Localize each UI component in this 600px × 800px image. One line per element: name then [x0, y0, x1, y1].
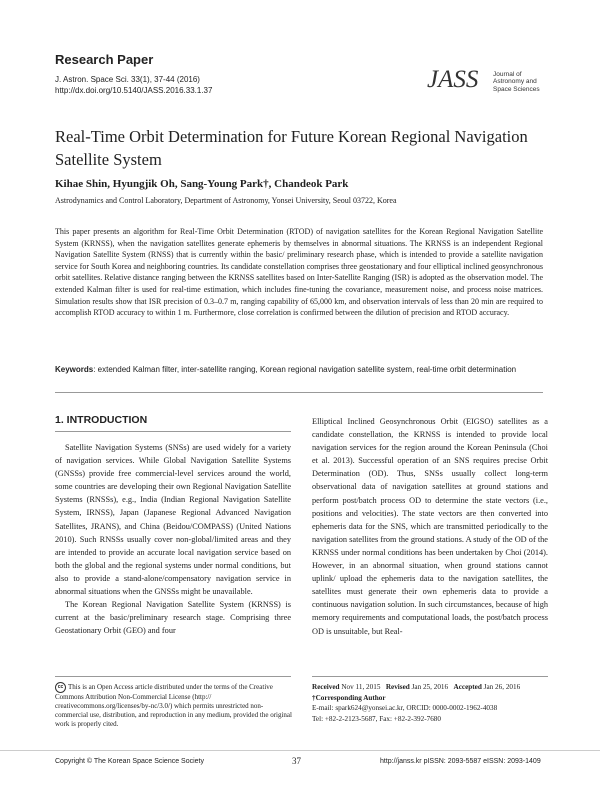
footnote-divider-right	[312, 676, 548, 677]
accepted-date: Jan 26, 2016	[483, 683, 521, 691]
journal-reference: J. Astron. Space Sci. 33(1), 37-44 (2016)	[55, 75, 200, 84]
creative-commons-icon: cc	[55, 682, 66, 693]
footer-issn[interactable]: http://janss.kr pISSN: 2093-5587 eISSN: 2093-1409	[380, 758, 541, 765]
email-line[interactable]: E-mail: spark624@yonsei.ac.kr, ORCID: 0000-0002-1962-4038	[312, 704, 498, 712]
paragraph: The Korean Regional Navigation Satellite System (KRNSS) is current at the basic/preliminary research stage. Comprising three Geostationary Orbit (GEO) and four	[55, 600, 291, 636]
corresponding-author: †Corresponding Author	[312, 693, 386, 702]
logo-subtitle	[493, 71, 540, 93]
revised-label: Revised	[385, 683, 410, 691]
doi-link[interactable]: http://dx.doi.org/10.5140/JASS.2016.33.1.37	[55, 86, 213, 95]
citation-block	[55, 74, 212, 96]
tel-line: Tel: +82-2-2123-5687, Fax: +82-2-392-7680	[312, 714, 441, 723]
keywords-text: : extended Kalman filter, inter-satellite ranging, Korean regional navigation satellite system, real-time orbit determination	[93, 365, 517, 374]
license-note	[55, 682, 295, 729]
section-title: 1. INTRODUCTION	[55, 414, 148, 426]
received-date: Nov 11, 2015	[341, 683, 381, 691]
footnote-divider-left	[55, 676, 291, 677]
paragraph: Elliptical Inclined Geosynchronous Orbit (EIGSO) satellites as a candidate constellation, the KRNSS is intended to provide local navigation services for the region around the Korean Peninsula (Choi et al. 2013). Successful operation of an SNS requires precise Orbit Determination (OD). Thus, SNSs usually collect long-term observational data of navigation satellites at ground stations and perform post/batch process OD to determine the state vectors (i.e., positions and velocities). The state vectors are then converted into ephemeris data for the SNS, which are transmitted periodically to the navigation satellites from the ground stations. A study of the OD of the KRNSS under normal conditions has been undertaken by Choi (2014). However, in an abnormal situation, when ground stations cannot uplink/ upload the ephemeris data to the navigation satellites, the satellites must generate their own ephemeris data to provide a continuous navigation solution. In such circumstances, because of high memory requirements and computational loads, the post/batch process OD is unsuitable, but Real-	[312, 417, 548, 636]
dates-line	[312, 682, 552, 693]
logo-text: JASS	[427, 66, 479, 93]
keywords-label: Keywords	[55, 365, 94, 374]
right-column	[312, 415, 548, 638]
paper-title: Real-Time Orbit Determination for Future Korean Regional Navigation Satellite System	[55, 127, 528, 169]
section-underline	[55, 431, 291, 432]
divider	[55, 392, 543, 393]
logo-sub-line: Space Sciences	[493, 85, 540, 93]
page-number: 37	[292, 756, 301, 766]
paragraph: Satellite Navigation Systems (SNSs) are used widely for a variety of navigation services. While Global Navigation Satellite Systems (GNSSs) provide free commercial-level services around the world, some countries are developing their own Regional Navigation Satellite Systems (RNSSs), e.g., India (Indian Regional Navigation Satellite System, IRNSS), Japan (Japanese Regional Advanced Navigation Satellites, JRANS), and China (Beidou/COMPASS) (United Nations 2010). Such RNSSs usually cover non-global/limited areas and they are intended to provide an accurate local navigation service based on both the global and the regional systems under normal conditions, but also to provide a stand-alone/compensatory navigation service in abnormal situations when the GNSSs might be unavailable.	[55, 443, 291, 597]
logo-sub-line: Astronomy and	[493, 78, 537, 86]
logo-sub-line: Journal of	[493, 71, 522, 78]
journal-logo	[427, 66, 547, 100]
left-column	[55, 441, 291, 637]
affiliation: Astrodynamics and Control Laboratory, Department of Astronomy, Yonsei University, Seoul 03722, Korea	[55, 196, 397, 205]
abstract: This paper presents an algorithm for Real-Time Orbit Determination (RTOD) of navigation satellites for the Korean Regional Navigation Satellite System (KRNSS), when the navigation satellites generate ephemeris by themselves in abnormal situations. The KRNSS is an independent Regional Navigation Satellite System (RNSS) that is currently within the basic/ preliminary research phase, which is intended to provide a satellite navigation service for South Korea and neighboring countries. Its candidate constellation comprises three geostationary and four elliptical inclined geosynchronous orbit satellites. Relative distance ranging between the KRNSS satellites based on Inter-Satellite Ranging (ISR) is adopted as the observation model. The extended Kalman filter is used for real-time estimation, which includes fine-tuning the covariance, measurement noise, and process noise matrices. Simulation results show that ISR precision of 0.3–0.7 m, ranging capability of 65,000 km, and observation intervals of less than 20 min are required to accomplish RTOD accuracy to within 1 m. Furthermore, close correlation is confirmed between the dilution of precision and RTOD accuracy.	[55, 227, 543, 318]
received-label: Received	[312, 683, 340, 691]
accepted-label: Accepted	[453, 683, 482, 691]
revised-date: Jan 25, 2016	[411, 683, 449, 691]
keywords	[55, 365, 545, 374]
authors: Kihae Shin, Hyungjik Oh, Sang-Young Park†, Chandeok Park	[55, 178, 349, 190]
paper-type: Research Paper	[55, 52, 154, 67]
article-history	[312, 682, 552, 724]
footer-copyright: Copyright © The Korean Space Science Society	[55, 758, 204, 765]
footer-divider	[0, 750, 600, 751]
license-text: This is an Open Access article distributed under the terms of the Creative Commons Attribution Non-Commercial License (http:// creativecommons.org/licenses/by-nc/3.0/) which permits unrestricted non-commercial use, distribution, and reproduction in any medium, provided the original work is properly cited.	[55, 683, 292, 728]
